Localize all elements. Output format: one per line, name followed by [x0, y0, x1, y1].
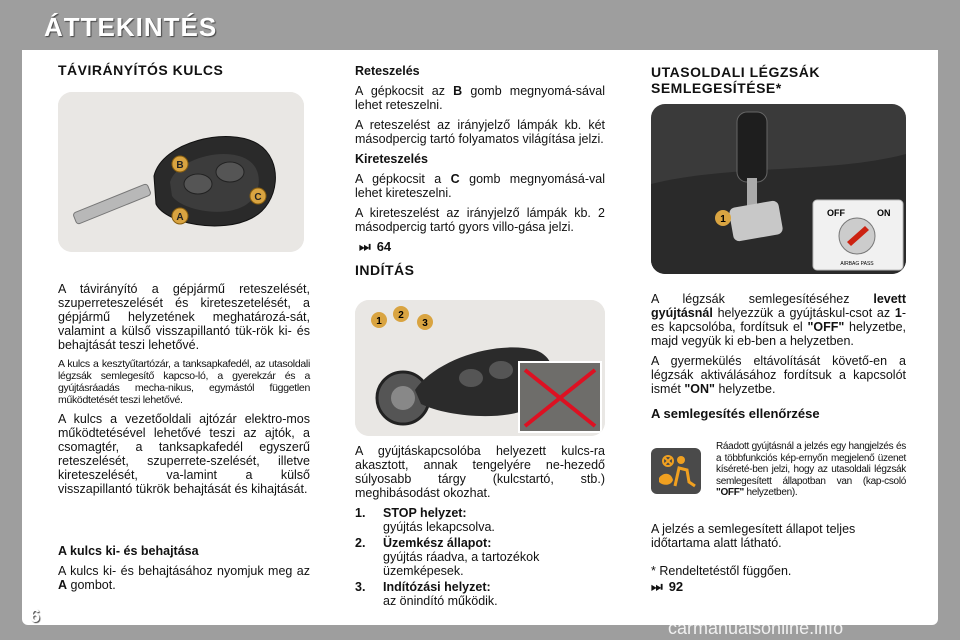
key-fold-text: A kulcs ki- és behajtásához nyomjuk meg az: [58, 564, 310, 578]
list-title: STOP helyzet:: [383, 506, 467, 520]
airbag-text: [651, 292, 906, 427]
airbag-text-a: A légzsák semlegesítéséhez: [651, 292, 850, 306]
key-fold-text-end: gombot.: [70, 578, 116, 592]
check-heading: A semlegesítés ellenőrzése: [651, 406, 820, 421]
reference-number: 64: [376, 239, 392, 254]
page-title: ÁTTEKINTÉS: [44, 12, 218, 42]
airbag-switch-illustration: [651, 104, 906, 274]
airbag-text-d: 1: [894, 306, 902, 320]
airbag-on-label: ON: [877, 208, 891, 218]
watermark-text: carmanualsonline.info: [668, 618, 844, 638]
lock-paragraph-2: A reteszelést az irányjelző lámpák kb. két másodpercig tartó folyamatos világítása jelzi.: [355, 118, 605, 146]
airbag-text-2b: "ON": [684, 382, 715, 396]
list-number: 1.: [355, 506, 366, 520]
unlock-text-end: gomb megnyomásá-val lehet kireteszelni.: [355, 172, 605, 200]
airbag-switch-icon: [651, 104, 906, 274]
ignition-label-2: 2: [398, 310, 404, 321]
list-item: [355, 506, 605, 534]
airbag-footer: [651, 522, 906, 602]
double-arrow-icon: ⏭: [651, 579, 663, 594]
airbag-text-e: -es kapcsolóba, fordítsuk el: [651, 306, 906, 334]
remote-key-column: [58, 62, 310, 84]
airbag-heading-line-1: UTASOLDALI LÉGZSÁK: [651, 64, 820, 80]
page-number: 6: [30, 606, 41, 626]
list-title: Indítózási helyzet:: [383, 580, 491, 594]
airbag-text-2a: A gyermekülés eltávolítását követő-en a légzsák aktiválásához fordítsuk a kapcsolót ismét: [651, 354, 906, 396]
key-label-b: B: [176, 160, 184, 171]
ignition-warning: A gyújtáskapcsolóba helyezett kulcs-ra akasztott, annak tengelyére ne-hezedő súlyosabb tárgy (kulcstartó, stb.) meghibásodást okozhat.: [355, 444, 605, 500]
key-icon: [58, 92, 304, 252]
warning-text: Ráadott gyújtásnál a jelzés egy hangjelzés és a többfunkciós kép-ernyőn megjelenő üzenet kíséreté-ben jelzi, hogy az utasoldali légzsák semlegesített állapotban van (kap-csoló: [716, 441, 906, 487]
airbag-text-f: "OFF": [807, 320, 845, 334]
ignition-label-1: 1: [376, 316, 382, 327]
ignition-label-3: 3: [422, 318, 428, 329]
airbag-paragraph-3: A jelzés a semlegesített állapot teljes időtartama alatt látható.: [651, 522, 856, 550]
airbag-pass-label: AIRBAG PASS: [840, 261, 874, 267]
airbag-paragraph-2: [651, 354, 906, 396]
lock-text-end: gomb megnyomá-sával lehet reteszelni.: [355, 84, 605, 112]
airbag-text-c: helyezzük a gyújtáskul-csot az: [717, 306, 891, 320]
ignition-illustration: [355, 300, 605, 436]
airbag-label-1: 1: [720, 214, 726, 225]
page-reference-92[interactable]: [651, 580, 906, 594]
list-item: [355, 536, 605, 578]
ignition-positions-list: [355, 506, 605, 608]
list-desc: gyújtás lekapcsolva.: [383, 520, 495, 534]
airbag-column: [651, 64, 906, 102]
key-label-c: C: [254, 192, 262, 203]
double-arrow-icon: ⏭: [359, 239, 371, 254]
list-number: 3.: [355, 580, 366, 594]
list-item: [355, 580, 605, 608]
key-illustration: [58, 92, 304, 252]
airbag-warning-lamp: [651, 448, 701, 494]
remote-key-heading: TÁVIRÁNYÍTÓS KULCS: [58, 62, 224, 78]
lock-text: A gépkocsit az: [355, 84, 445, 98]
remote-key-paragraph-3: A kulcs a vezetőoldali ajtózár elektro-mos működtetésével lehetővé teszi az ajtók, a csomagtér, a tanksapkafedél egyszerű reteszelését, szuperrete-szelését, illetve kireteszelését, va-lamint a külső visszapillantó tükrök behajtását és kihajtását.: [58, 412, 310, 496]
airbag-heading-line-2: SEMLEGESÍTÉSE*: [651, 80, 782, 96]
list-title: Üzemkész állapot:: [383, 536, 492, 550]
warning-off-label: "OFF": [716, 487, 744, 498]
unlock-button-letter: C: [450, 172, 460, 186]
key-fold-paragraph: [58, 564, 310, 592]
list-desc: gyújtás ráadva, a tartozékok üzemképesek.: [383, 550, 540, 578]
airbag-off-label: OFF: [827, 208, 845, 218]
ignition-key-icon: [355, 300, 605, 436]
key-fold-heading: A kulcs ki- és behajtása: [58, 544, 199, 558]
key-fold-button-letter: A: [58, 578, 68, 592]
unlock-paragraph-1: [355, 172, 605, 200]
page-reference-64[interactable]: [359, 240, 605, 254]
airbag-text-b: levett gyújtásnál: [651, 292, 906, 320]
key-fold-section: [58, 544, 310, 598]
lock-heading: Reteszelés: [355, 64, 420, 78]
warning-text-end: helyzetben).: [746, 487, 798, 498]
locking-column: [355, 64, 605, 284]
unlock-paragraph-2: A kireteszelést az irányjelző lámpák kb. 2 másodpercig tartó gyors villo-gása jelzi.: [355, 206, 605, 234]
lock-button-letter: B: [453, 84, 463, 98]
unlock-text: A gépkocsit a: [355, 172, 442, 186]
airbag-warning-icon: [651, 448, 701, 494]
airbag-paragraph-1: [651, 292, 906, 348]
list-desc: az önindító működik.: [383, 594, 498, 608]
starting-heading: INDÍTÁS: [355, 262, 415, 278]
reference-number: 92: [668, 579, 684, 594]
remote-key-text: [58, 282, 310, 502]
airbag-text-2c: helyzetbe.: [718, 382, 776, 396]
key-label-a: A: [176, 212, 184, 223]
remote-key-paragraph-2: A kulcs a kesztyűtartózár, a tanksapkafedél, az utasoldali légzsák semlegesítő kapcso-ló, a gyerekzár és a gyújtásráadás mecha-nikus, egymástól független működtetését teszi lehetővé.: [58, 358, 310, 406]
list-number: 2.: [355, 536, 366, 550]
ignition-text: [355, 444, 605, 610]
airbag-warning-text: [716, 441, 906, 499]
watermark: [668, 618, 843, 639]
remote-key-paragraph-1: A távirányító a gépjármű reteszelését, szuperreteszelését és kireteszetelését, a gépjármű helyzetének meghatározá-sát, valamint a külső visszapillantó tük-rök ki- és behajtását teszi lehetővé.: [58, 282, 310, 352]
airbag-text-g: helyzetbe, majd vegyük ki eb-ben a helyzetben.: [651, 320, 906, 348]
unlock-heading: Kireteszelés: [355, 152, 428, 166]
lock-paragraph-1: [355, 84, 605, 112]
footnote: * Rendeltetéstől függően.: [651, 564, 792, 578]
